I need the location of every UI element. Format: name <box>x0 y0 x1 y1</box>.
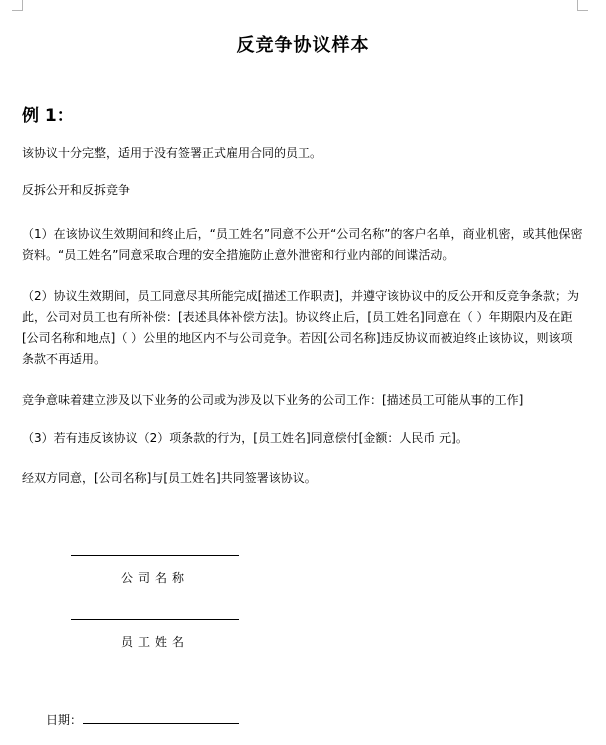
clause-1-paragraph: （1）在该协议生效期间和终止后，“员工姓名”同意不公开“公司名称”的客户名单，商业机密，或其他保密资料。“员工姓名”同意采取合理的安全措施防止意外泄密和行业内部的间谍活动。 <box>22 227 583 262</box>
company-signature-label: 公司名称 <box>120 571 189 585</box>
company-signature-line <box>71 555 239 556</box>
agreement-paragraph: 经双方同意，[公司名称]与[员工姓名]共同签署该协议。 <box>22 471 317 485</box>
date-label: 日期： <box>46 713 83 727</box>
employee-signature-line <box>71 619 239 620</box>
example-heading: 例 1： <box>22 106 74 126</box>
competition-scope-paragraph: 竞争意味着建立涉及以下业务的公司或为涉及以下业务的公司工作：[描述员工可能从事的工作] <box>22 393 524 407</box>
page-corner-mark-top-right <box>577 0 588 11</box>
clause-2-paragraph: （2）协议生效期间，员工同意尽其所能完成[描述工作职责]，并遵守该协议中的反公开和反竞争条款；为此，公司对员工也有所补偿：[表述具体补偿方法]。协议终止后，[员工姓名]同意在（ ）年期限内及在距[公司名称和地点]（ ）公里的地区内不与公司竞争。若因[公司名称]违反协议而被迫终止该协议，则该项条款不再适用。 <box>22 289 580 366</box>
section-heading: 反拆公开和反拆竞争 <box>22 183 131 197</box>
document-title: 反竞争协议样本 <box>236 35 370 56</box>
intro-paragraph: 该协议十分完整，适用于没有签署正式雇用合同的员工。 <box>22 146 323 160</box>
employee-signature-label: 员工姓名 <box>120 635 189 649</box>
page-corner-mark-top-left <box>12 0 23 11</box>
date-signature-line <box>83 723 239 724</box>
clause-3-paragraph: （3）若有违反该协议（2）项条款的行为，[员工姓名]同意偿付[金额：人民币 元]。 <box>22 431 468 445</box>
